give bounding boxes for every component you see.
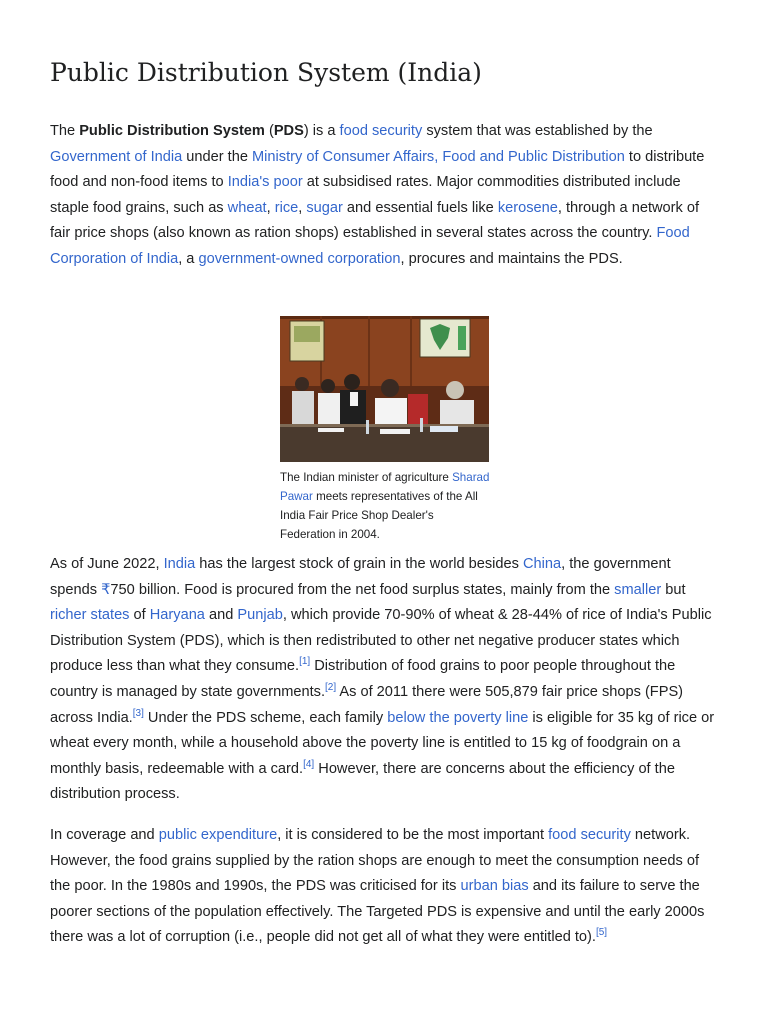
text: of: [129, 607, 150, 624]
text: In coverage and: [50, 827, 159, 843]
text: , procures and maintains the PDS.: [400, 250, 623, 267]
person-shirt: [318, 393, 342, 426]
link-wheat[interactable]: wheat: [227, 199, 267, 216]
text: and: [204, 607, 238, 624]
text: However, there are concerns about the efficiency of the distribution process.: [50, 760, 675, 803]
link-india[interactable]: India: [163, 556, 196, 572]
wall-panel-line: [368, 316, 370, 386]
person-head: [295, 377, 309, 391]
link-food-security[interactable]: food security: [339, 123, 423, 139]
link-richer-states[interactable]: richer states: [50, 607, 130, 624]
text: has the largest stock of grain in the world besides: [195, 556, 523, 572]
text: and its failure to serve the poorer sections of the population effectively. The Targeted PDS is expensive and until the early 2000s there was a lot of corruption (i.e., people did not get all of what they were entitled to).: [50, 878, 705, 946]
reference-link-4[interactable]: [4]: [303, 758, 315, 770]
text: , it is considered to be the most important: [277, 827, 549, 843]
text: system that was established by the: [422, 123, 653, 139]
text: 750 billion. Food is procured from the net food surplus states, mainly from the: [110, 581, 615, 598]
text: As of 2011 there were 505,879 fair price shops (FPS) across India.: [50, 683, 684, 726]
meeting-photo[interactable]: [280, 316, 489, 462]
text: As of June 2022,: [50, 556, 164, 572]
person-head: [344, 374, 360, 390]
person-collar: [350, 392, 358, 406]
reference-link-5[interactable]: [5]: [595, 927, 608, 939]
link-punjab[interactable]: Punjab: [237, 607, 283, 624]
map-legend: [458, 326, 466, 350]
person-shirt: [292, 391, 314, 426]
link-ministry[interactable]: Ministry of Consumer Affairs, Food and Public Distribution: [252, 148, 625, 165]
link-rice[interactable]: rice: [274, 199, 299, 216]
text: is eligible for 35 kg of rice or wheat every month, while a household above the poverty line is entitled to 15 kg of foodgrain on a monthly basis, redeemable with a card.: [50, 709, 715, 777]
reference-link-3[interactable]: [3]: [132, 707, 144, 719]
red-chair: [408, 394, 428, 424]
bold-term: Public Distribution System: [79, 123, 265, 139]
link-kerosene[interactable]: kerosene: [497, 199, 558, 216]
person-head: [381, 379, 399, 397]
water-glass: [366, 420, 369, 434]
person-head: [446, 381, 464, 399]
person-head: [321, 379, 335, 393]
papers: [318, 428, 344, 432]
link-below-the-poverty-line[interactable]: below the poverty line: [387, 709, 529, 726]
link-public-expenditure[interactable]: public expenditure: [158, 827, 278, 843]
page-title: Public Distribution System (India): [50, 58, 482, 87]
text: Distribution of food grains to poor people throughout the country is managed by state governments.: [50, 658, 676, 700]
text: Under the PDS scheme, each family: [143, 709, 388, 726]
link-rupee[interactable]: ₹: [101, 581, 111, 598]
coverage-paragraph: [50, 823, 718, 951]
text: but: [661, 581, 686, 598]
figure: [280, 316, 490, 544]
text: and essential fuels like: [342, 199, 498, 216]
link-sugar[interactable]: sugar: [306, 199, 343, 216]
link-government-owned-corporation[interactable]: government-owned corporation: [198, 250, 401, 267]
figure-caption: [280, 468, 490, 544]
poster-image: [294, 326, 320, 342]
text: , which provide 70-90% of wheat & 28-44% of rice of India's Public Distribution System (PDS), which is then redistributed to other net negative producer states which produce less than what they consume.: [50, 607, 712, 675]
text: ,: [266, 199, 275, 216]
link-sharad-pawar[interactable]: Sharad Pawar: [280, 471, 490, 503]
water-bottle: [420, 418, 423, 432]
text: , a: [178, 250, 199, 267]
link-haryana[interactable]: Haryana: [149, 607, 205, 624]
link-government-of-india[interactable]: Government of India: [50, 148, 183, 165]
text: ) is a: [303, 123, 340, 139]
link-food-corporation-of-india[interactable]: Food Corporation of India: [50, 225, 690, 267]
text: network. However, the food grains supplied by the ration shops are enough to meet the consumption needs of the poor. In the 1980s and 1990s, the PDS was criticised for its: [50, 827, 700, 895]
link-china[interactable]: China: [522, 556, 562, 572]
text: , through a network of fair price shops (also known as ration shops) established in several states across the country.: [50, 199, 700, 242]
text: (: [264, 123, 274, 139]
text: , the government spends: [50, 556, 671, 598]
reference-link-1[interactable]: [1]: [299, 656, 311, 668]
stock-paragraph: [50, 552, 718, 808]
link-indias-poor[interactable]: India's poor: [227, 174, 303, 191]
papers: [430, 426, 458, 432]
papers: [380, 429, 410, 434]
text: ,: [298, 199, 307, 216]
intro-paragraph: [50, 119, 718, 273]
link-urban-bias[interactable]: urban bias: [460, 878, 529, 895]
text: at subsidised rates. Major commodities distributed include staple food grains, such as: [50, 174, 681, 216]
bold-abbreviation: PDS: [273, 123, 304, 139]
link-smaller[interactable]: smaller: [614, 581, 662, 598]
wall-panel-line: [410, 316, 412, 386]
text: The: [50, 123, 80, 139]
link-food-security-2[interactable]: food security: [548, 827, 631, 843]
text: to distribute food and non-food items to: [50, 148, 705, 191]
text: under the: [182, 148, 253, 165]
caption-text: meets representatives of the All India Fair Price Shop Dealer's Federation in 2004.: [280, 490, 478, 541]
meeting-photo-illustration: [280, 316, 489, 462]
caption-text: The Indian minister of agriculture: [280, 471, 453, 484]
reference-link-2[interactable]: [2]: [325, 682, 337, 694]
